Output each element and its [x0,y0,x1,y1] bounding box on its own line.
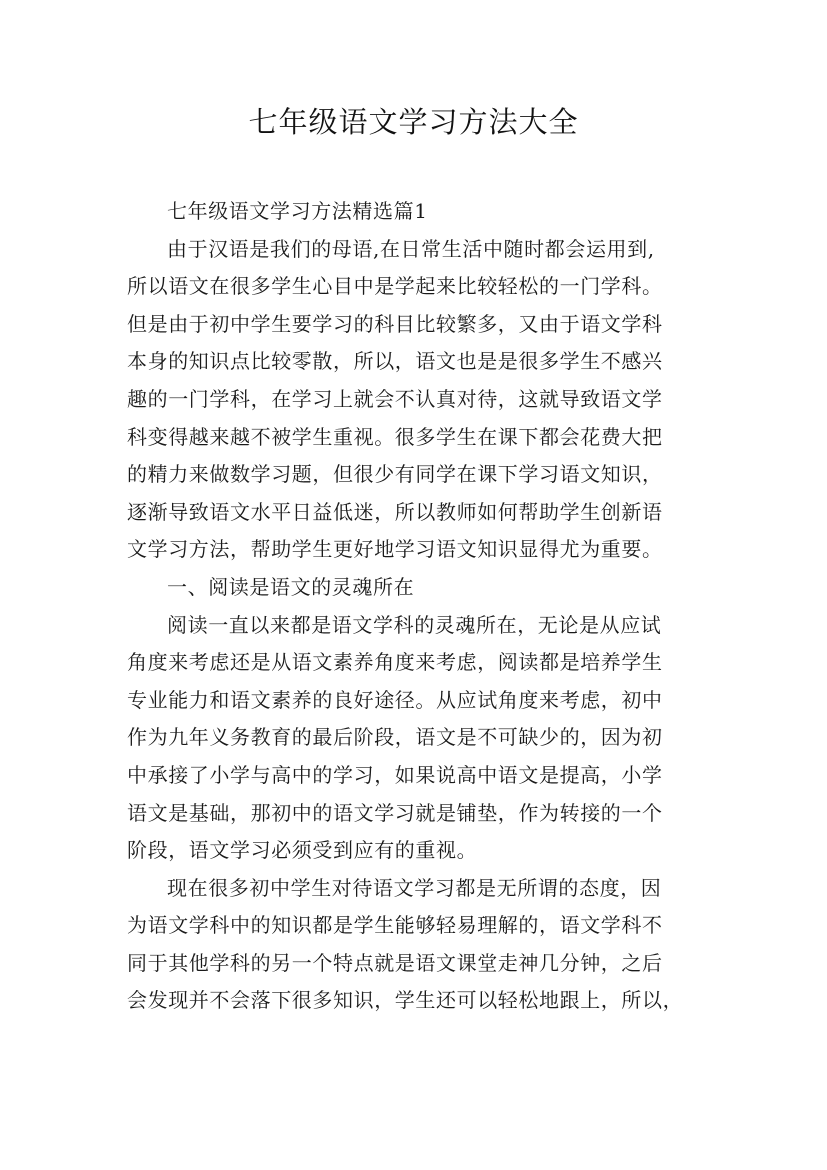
paragraph-line: 逐渐导致语文水平日益低迷，所以教师如何帮助学生创新语 [127,499,663,524]
subheading-reading: 一、阅读是语文的灵魂所在 [167,574,415,599]
paragraph-line: 会发现并不会落下很多知识，学生还可以轻松地跟上，所以， [127,988,684,1013]
paragraph-line: 角度来考虑还是从语文素养角度来考虑，阅读都是培养学生 [127,650,663,675]
document-title: 七年级语文学习方法大全 [248,105,579,139]
paragraph-line: 现在很多初中学生对待语文学习都是无所谓的态度，因 [167,875,662,900]
paragraph-line: 的精力来做数学习题，但很少有同学在课下学习语文知识， [127,462,663,487]
paragraph-line: 科变得越来越不被学生重视。很多学生在课下都会花费大把 [127,424,663,449]
paragraph-line: 作为九年义务教育的最后阶段，语文是不可缺少的，因为初 [127,725,663,750]
paragraph-line: 同于其他学科的另一个特点就是语文课堂走神几分钟，之后 [127,950,663,975]
paragraph-line: 趣的一门学科，在学习上就会不认真对待，这就导致语文学 [127,386,663,411]
paragraph-line: 文学习方法，帮助学生更好地学习语文知识显得尤为重要。 [127,537,663,562]
paragraph-2 [127,607,717,870]
paragraph-3 [127,870,717,1020]
paragraph-line: 由于汉语是我们的母语,在日常生活中随时都会运用到, [167,236,655,261]
document-body [127,193,717,1020]
paragraph-line: 专业能力和语文素养的良好途径。从应试角度来考虑，初中 [127,687,663,712]
paragraph-line: 本身的知识点比较零散，所以，语文也是是很多学生不感兴 [127,349,663,374]
paragraph-line: 语文是基础，那初中的语文学习就是铺垫，作为转接的一个 [127,800,663,825]
paragraph-line: 阶段，语文学习必须受到应有的重视。 [127,838,478,863]
paragraph-line: 为语文学科中的知识都是学生能够轻易理解的，语文学科不 [127,913,663,938]
paragraph-1 [127,231,717,569]
paragraph-line: 中承接了小学与高中的学习，如果说高中语文是提高，小学 [127,762,663,787]
paragraph-line: 所以语文在很多学生心目中是学起来比较轻松的一门学科。 [127,274,663,299]
paragraph-line: 阅读一直以来都是语文学科的灵魂所在，无论是从应试 [167,612,662,637]
section-heading: 七年级语文学习方法精选篇1 [167,199,428,223]
paragraph-line: 但是由于初中学生要学习的科目比较繁多，又由于语文学科 [127,311,663,336]
